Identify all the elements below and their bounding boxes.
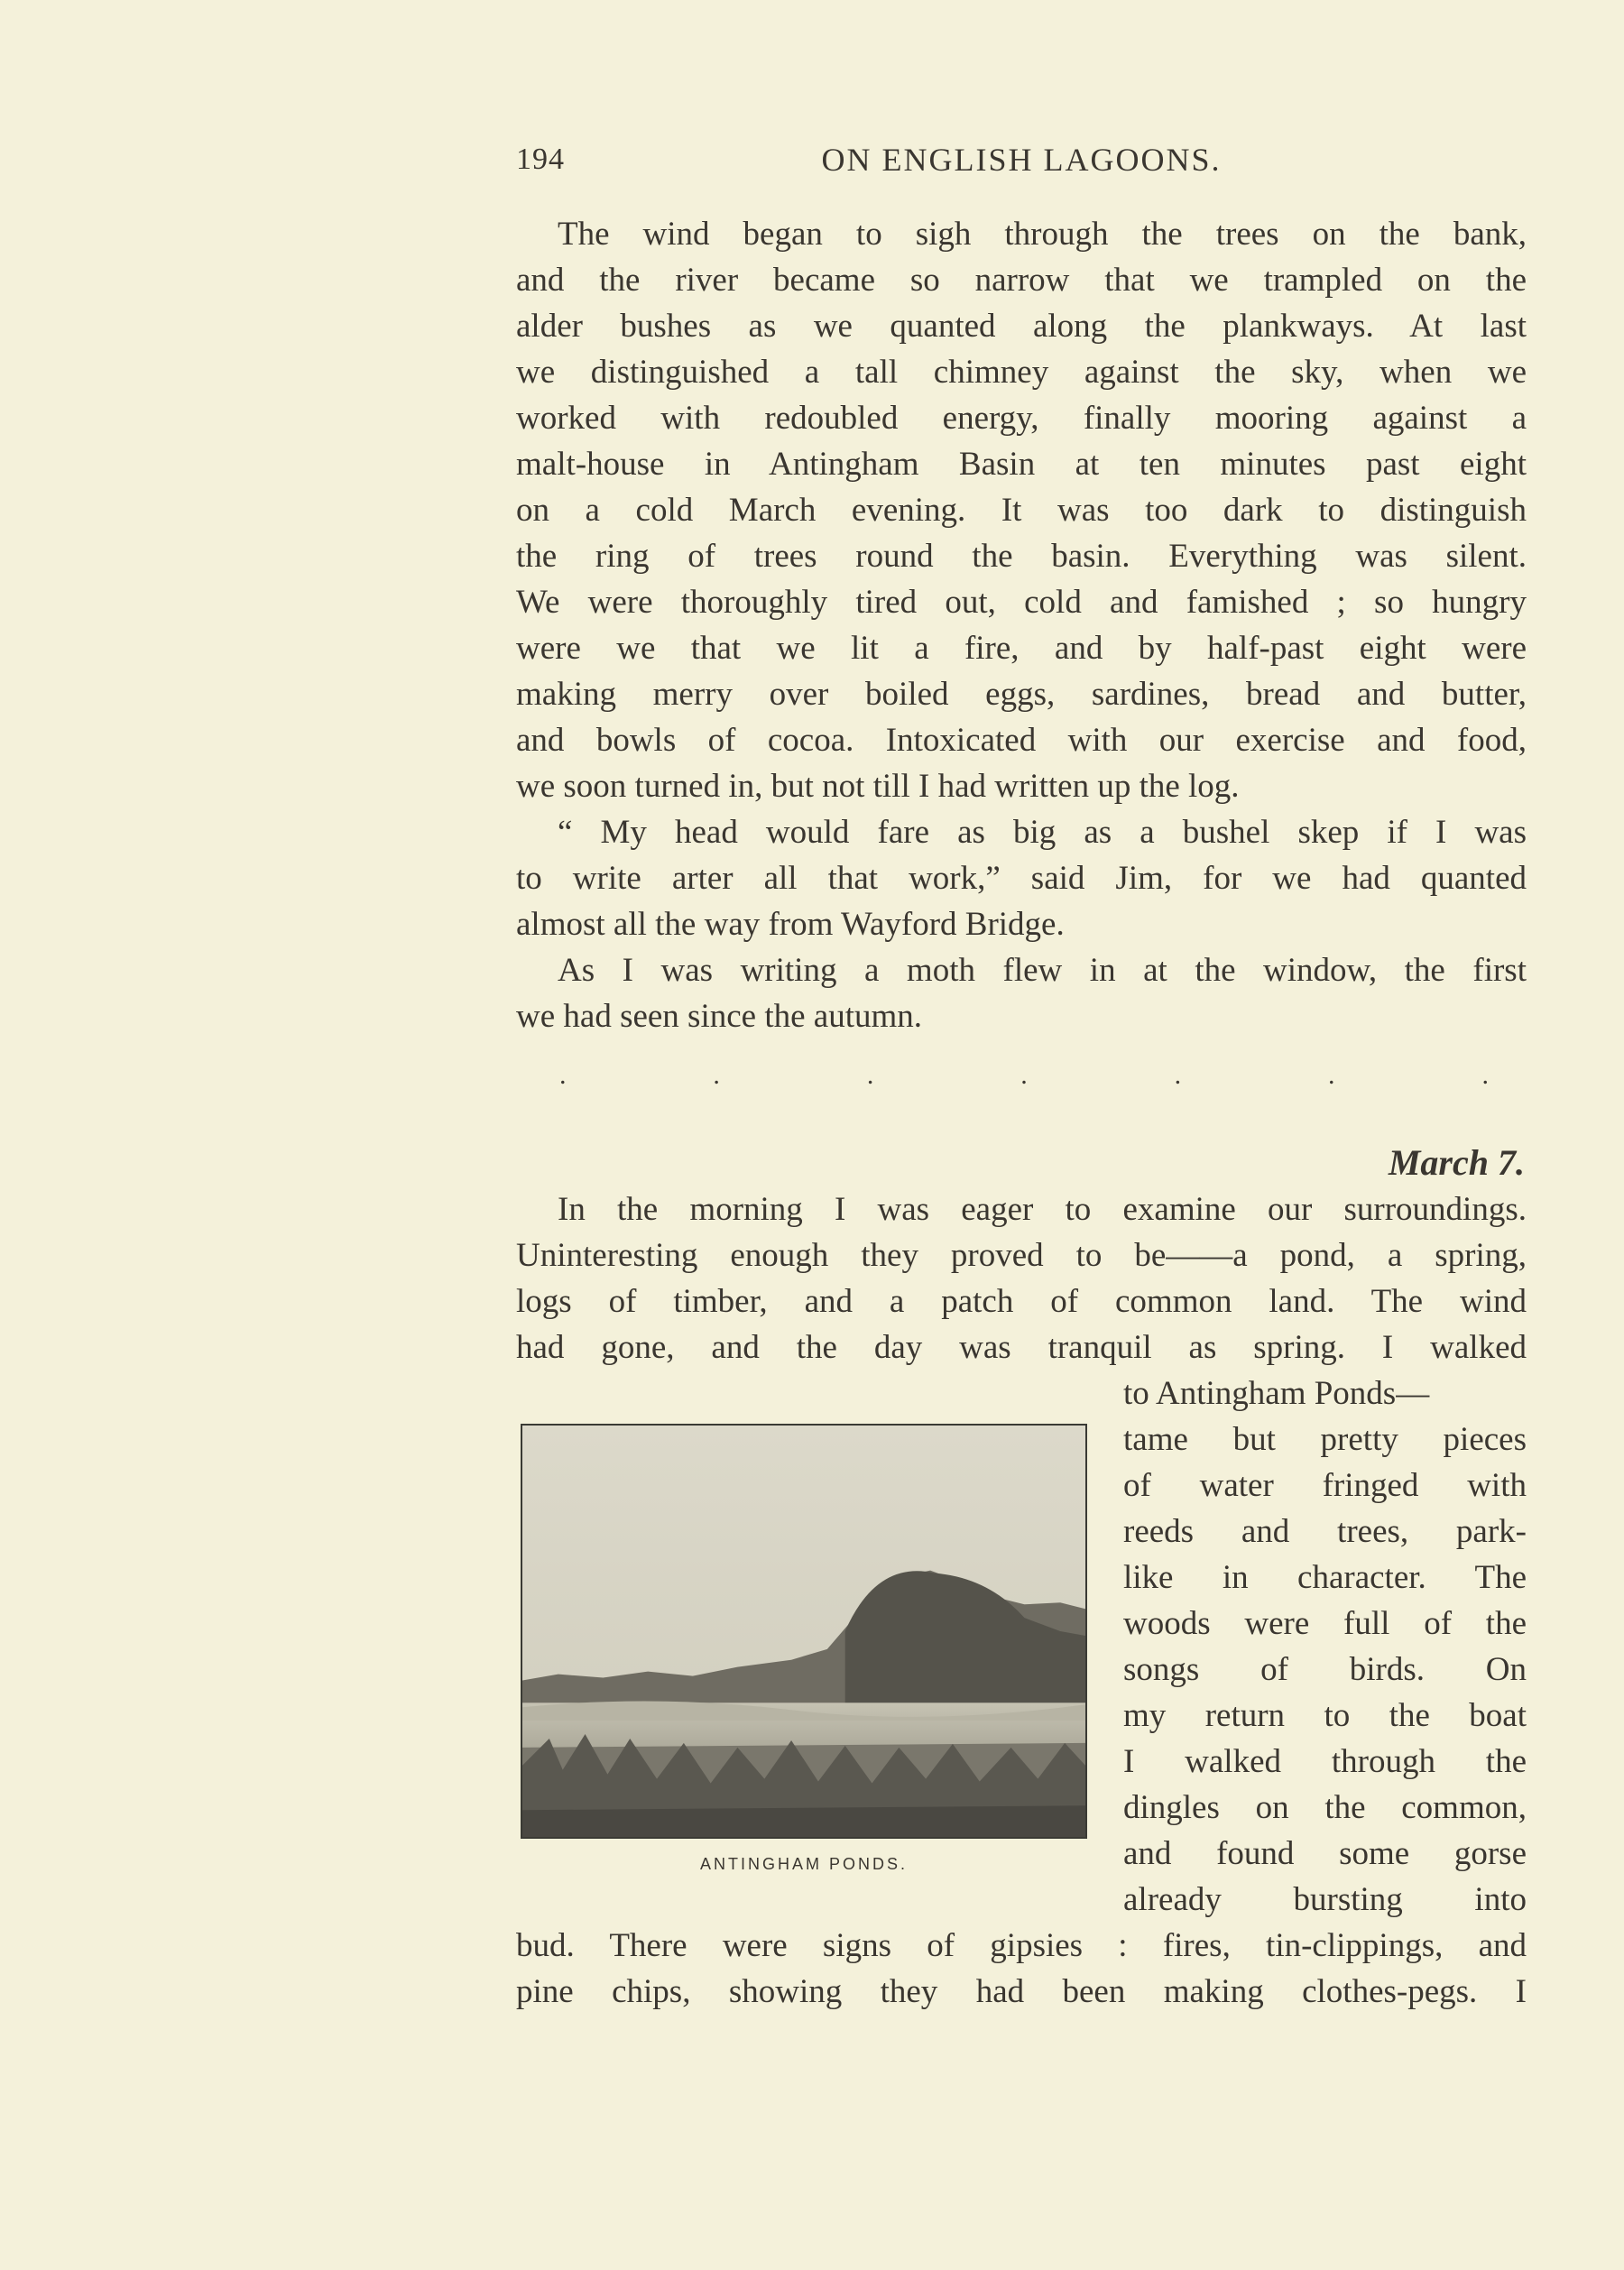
- text-line: dingles on the common,: [1123, 1789, 1527, 1826]
- text-line: like in character. The: [1123, 1559, 1527, 1596]
- break-dot: .: [1481, 1060, 1489, 1090]
- antingham-ponds-photo: [521, 1424, 1087, 1839]
- text-line: bud. There were signs of gipsies : fires, tin-clippings, and: [516, 1927, 1527, 1964]
- break-dot: .: [1328, 1060, 1335, 1090]
- text-line: making merry over boiled eggs, sardines, bread and butter,: [516, 676, 1527, 713]
- text-line: my return to the boat: [1123, 1697, 1527, 1734]
- text-line: were we that we lit a fire, and by half-past eight were: [516, 630, 1527, 667]
- text-line: songs of birds. On: [1123, 1651, 1527, 1688]
- text-line: I walked through the: [1123, 1743, 1527, 1780]
- text-line: In the morning I was eager to examine our surroundings.: [558, 1191, 1527, 1228]
- text-line: to Antingham Ponds—: [1123, 1375, 1430, 1412]
- text-line: already bursting into: [1123, 1881, 1527, 1918]
- break-dot: .: [1174, 1060, 1182, 1090]
- text-line: tame but pretty pieces: [1123, 1421, 1527, 1458]
- text-line: and found some gorse: [1123, 1835, 1527, 1872]
- running-head: ON ENGLISH LAGOONS.: [821, 142, 1222, 178]
- text-line: we distinguished a tall chimney against the sky, when we: [516, 354, 1527, 391]
- landscape-image: [522, 1426, 1085, 1837]
- text-line: woods were full of the: [1123, 1605, 1527, 1642]
- break-dot: .: [559, 1060, 567, 1090]
- break-dot: .: [1020, 1060, 1028, 1090]
- text-line: alder bushes as we quanted along the plankways. At last: [516, 308, 1527, 345]
- text-line: almost all the way from Wayford Bridge.: [516, 906, 1065, 943]
- text-line: to write arter all that work,” said Jim, for we had quanted: [516, 860, 1527, 897]
- text-line: we soon turned in, but not till I had written up the log.: [516, 768, 1240, 805]
- page-header: [516, 135, 1527, 180]
- text-line: logs of timber, and a patch of common land. The wind: [516, 1283, 1527, 1320]
- text-line: reeds and trees, park-: [1123, 1513, 1527, 1550]
- text-line: pine chips, showing they had been making clothes-pegs. I: [516, 1973, 1527, 2010]
- text-line: the ring of trees round the basin. Everything was silent.: [516, 538, 1527, 575]
- text-line: We were thoroughly tired out, cold and famished ; so hungry: [516, 584, 1527, 621]
- dateline: March 7.: [1388, 1142, 1525, 1183]
- text-line: on a cold March evening. It was too dark to distinguish: [516, 492, 1527, 529]
- text-line: As I was writing a moth flew in at the window, the first: [558, 952, 1527, 989]
- text-line: worked with redoubled energy, finally mooring against a: [516, 400, 1527, 437]
- text-line: Uninteresting enough they proved to be——a pond, a spring,: [516, 1237, 1527, 1274]
- text-line: malt-house in Antingham Basin at ten minutes past eight: [516, 446, 1527, 483]
- text-line: we had seen since the autumn.: [516, 998, 923, 1035]
- break-dot: .: [866, 1060, 874, 1090]
- text-line: of water fringed with: [1123, 1467, 1527, 1504]
- break-dot: .: [713, 1060, 720, 1090]
- text-line: and the river became so narrow that we trampled on the: [516, 262, 1527, 299]
- text-line: “ My head would fare as big as a bushel skep if I was: [558, 814, 1527, 851]
- text-line: and bowls of cocoa. Intoxicated with our exercise and food,: [516, 722, 1527, 759]
- section-break: [559, 1060, 1489, 1091]
- text-line: had gone, and the day was tranquil as spring. I walked: [516, 1329, 1527, 1366]
- text-line: The wind began to sigh through the trees on the bank,: [558, 216, 1527, 253]
- figure-caption: ANTINGHAM PONDS.: [699, 1855, 908, 1873]
- page-number: 194: [516, 143, 565, 176]
